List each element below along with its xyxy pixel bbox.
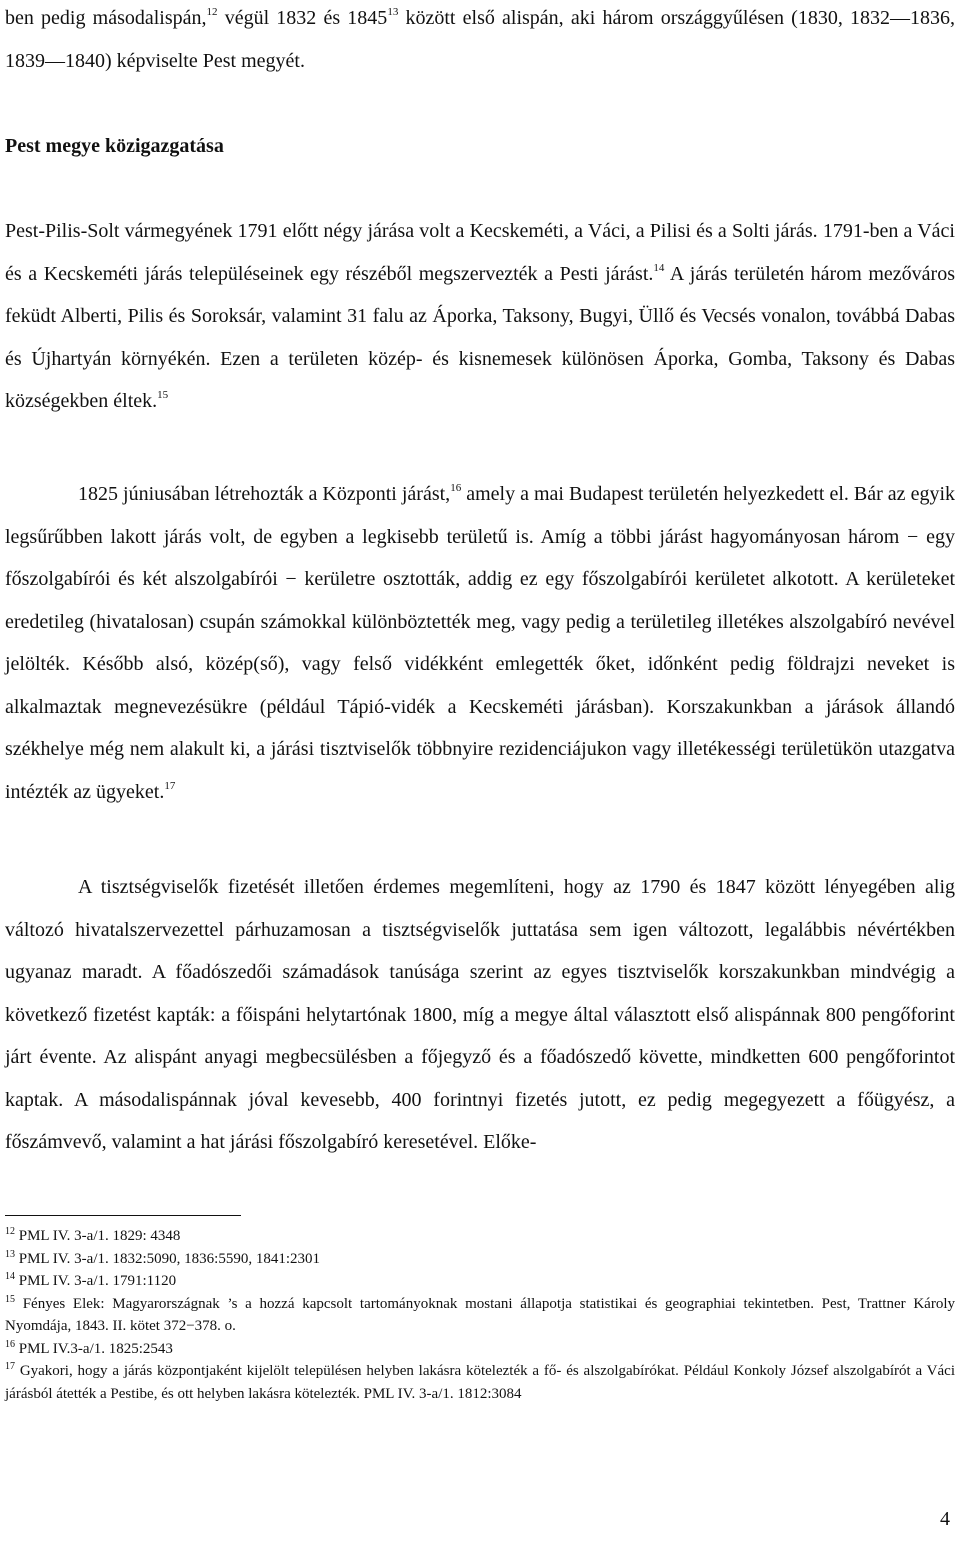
paragraph-1-text-2: A járás területén három mezőváros feküdt Alberti, Pilis és Soroksár, valamint 31 falu az Áporka, Taksony, Bugyi, Üllő és Vecsés vonalon, továbbá Dabas és Újhartyán környékén. Ezen a területen közép- és kisnemesek különösen Áporka, Gomba, Taksony és Dabas községekben éltek.: [5, 262, 955, 412]
footnote-14: [5, 1270, 955, 1293]
footnote-17: [5, 1360, 955, 1405]
paragraph-1-text-1: Pest-Pilis-Solt vármegyének 1791 előtt négy járása volt a Kecskeméti, a Váci, a Pilisi és a Solti járás. 1791-ben a Váci és a Kecskeméti járás településeinek egy részéből megszervezték a Pesti járást.: [5, 220, 955, 285]
paragraph-2-text-2: amely a mai Budapest területén helyezkedett el. Bár az egyik legsűrűbben lakott járás volt, de egyben a legkisebb területű is. Amíg a többi járást hagyományosan három − egy főszolgabírói és két alszolgabírói − kerületre osztották, addig ez egy főszolgabírói kerületet alkotott. A kerületeket eredetileg (hivatalosan) csupán számokkal különböztették meg, vagy pedig a területileg illetékes alszolgabíró nevével jelölték. Később alsó, közép(ső), vagy felső vidékként emlegették őket, időnként pedig földrajzi neveket is alkalmaztak megnevezésükre (például Tápió-vidék a Kecskeméti járásban). Korszakunkban a járások állandó székhelye még nem alakult ki, a járási tisztviselők többnyire rezidenciájukon vagy illetékességi területükön utazgatva intézték az ügyeket.: [5, 483, 956, 803]
footnote-text: Gyakori, hogy a járás központjaként kijelölt településen helyben lakásra kötelezték a fő- és alszolgabírókat. Például Konkoly József alszolgabírót a Váci járásból átették a Pestibe, és ott helyben lakásra kötelezték. PML IV. 3-a/1. 1812:3084: [5, 1363, 955, 1402]
footnote-ref-15[interactable]: 15: [157, 389, 169, 401]
section-heading: Pest megye közigazgatása: [5, 135, 224, 157]
footnote-text: PML IV. 3-a/1. 1791:1120: [15, 1273, 177, 1289]
footnote-text: PML IV. 3-a/1. 1829: 4348: [15, 1228, 181, 1244]
paragraph-1: [5, 210, 955, 423]
footnote-ref-12[interactable]: 12: [206, 6, 218, 18]
intro-text-3: között első alispán, aki három országgyűlésen (1830, 1832—1836, 1839—1840) képviselte Pest megyét.: [5, 7, 956, 72]
footnote-number: 16: [5, 1338, 15, 1350]
intro-text-2: végül 1832 és 1845: [217, 7, 388, 29]
footnote-text: PML IV.3-a/1. 1825:2543: [15, 1340, 173, 1357]
footnote-ref-17[interactable]: 17: [164, 779, 176, 792]
footnote-separator: [5, 1215, 241, 1216]
footnote-number: 13: [5, 1248, 15, 1260]
footnote-ref-13[interactable]: 13: [387, 6, 399, 18]
footnote-13: [5, 1248, 955, 1271]
page-number: 4: [940, 1508, 950, 1530]
footnotes: [5, 1225, 955, 1405]
footnote-ref-16[interactable]: 16: [450, 482, 462, 494]
footnote-number: 15: [5, 1293, 15, 1305]
footnote-number: 14: [5, 1271, 15, 1282]
footnote-12: [5, 1225, 955, 1248]
footnote-15: [5, 1293, 955, 1338]
paragraph-2: [5, 473, 955, 813]
intro-text-1: ben pedig másodalispán,: [5, 7, 207, 29]
intro-paragraph: [5, 0, 955, 82]
footnote-16: [5, 1338, 955, 1361]
footnote-number: 17: [5, 1361, 15, 1372]
footnote-text: PML IV. 3-a/1. 1832:5090, 1836:5590, 1841:2301: [15, 1250, 321, 1267]
paragraph-2-text-1: 1825 júniusában létrehozták a Központi járást,: [78, 483, 451, 505]
footnote-ref-14[interactable]: 14: [653, 261, 665, 274]
footnote-number: 12: [5, 1226, 15, 1237]
footnote-text: Fényes Elek: Magyarországnak ’s a hozzá kapcsolt tartományoknak mostani állapotja statistikai és geographiai tekintetben. Pest, Trattner Károly Nyomdája, 1843. II. kötet 372−378. o.: [5, 1295, 955, 1334]
paragraph-3: A tisztségviselők fizetését illetően érdemes megemlíteni, hogy az 1790 és 1847 között lényegében alig változó hivatalszervezettel párhuzamosan a tisztségviselők juttatása sem igen változott, legalábbis névértékben ugyanaz maradt. A főadószedői számadások tanúsága szerint az egyes tisztviselők korszakunkban mindvégig a következő fizetést kapták: a főispáni helytartónak 1800, míg a megye által választott első alispánnak 800 pengőforint járt évente. Az alispánt anyagi megbecsülésben a főjegyző és a főadószedő követte, mindketten 600 pengőforintot kaptak. A másodalispánnak jóval kevesebb, 400 forintnyi fizetés jutott, ez pedig megegyezett a főügyész, a főszámvevő, valamint a hat járási főszolgabíró keresetével. Előke-: [5, 876, 955, 1153]
